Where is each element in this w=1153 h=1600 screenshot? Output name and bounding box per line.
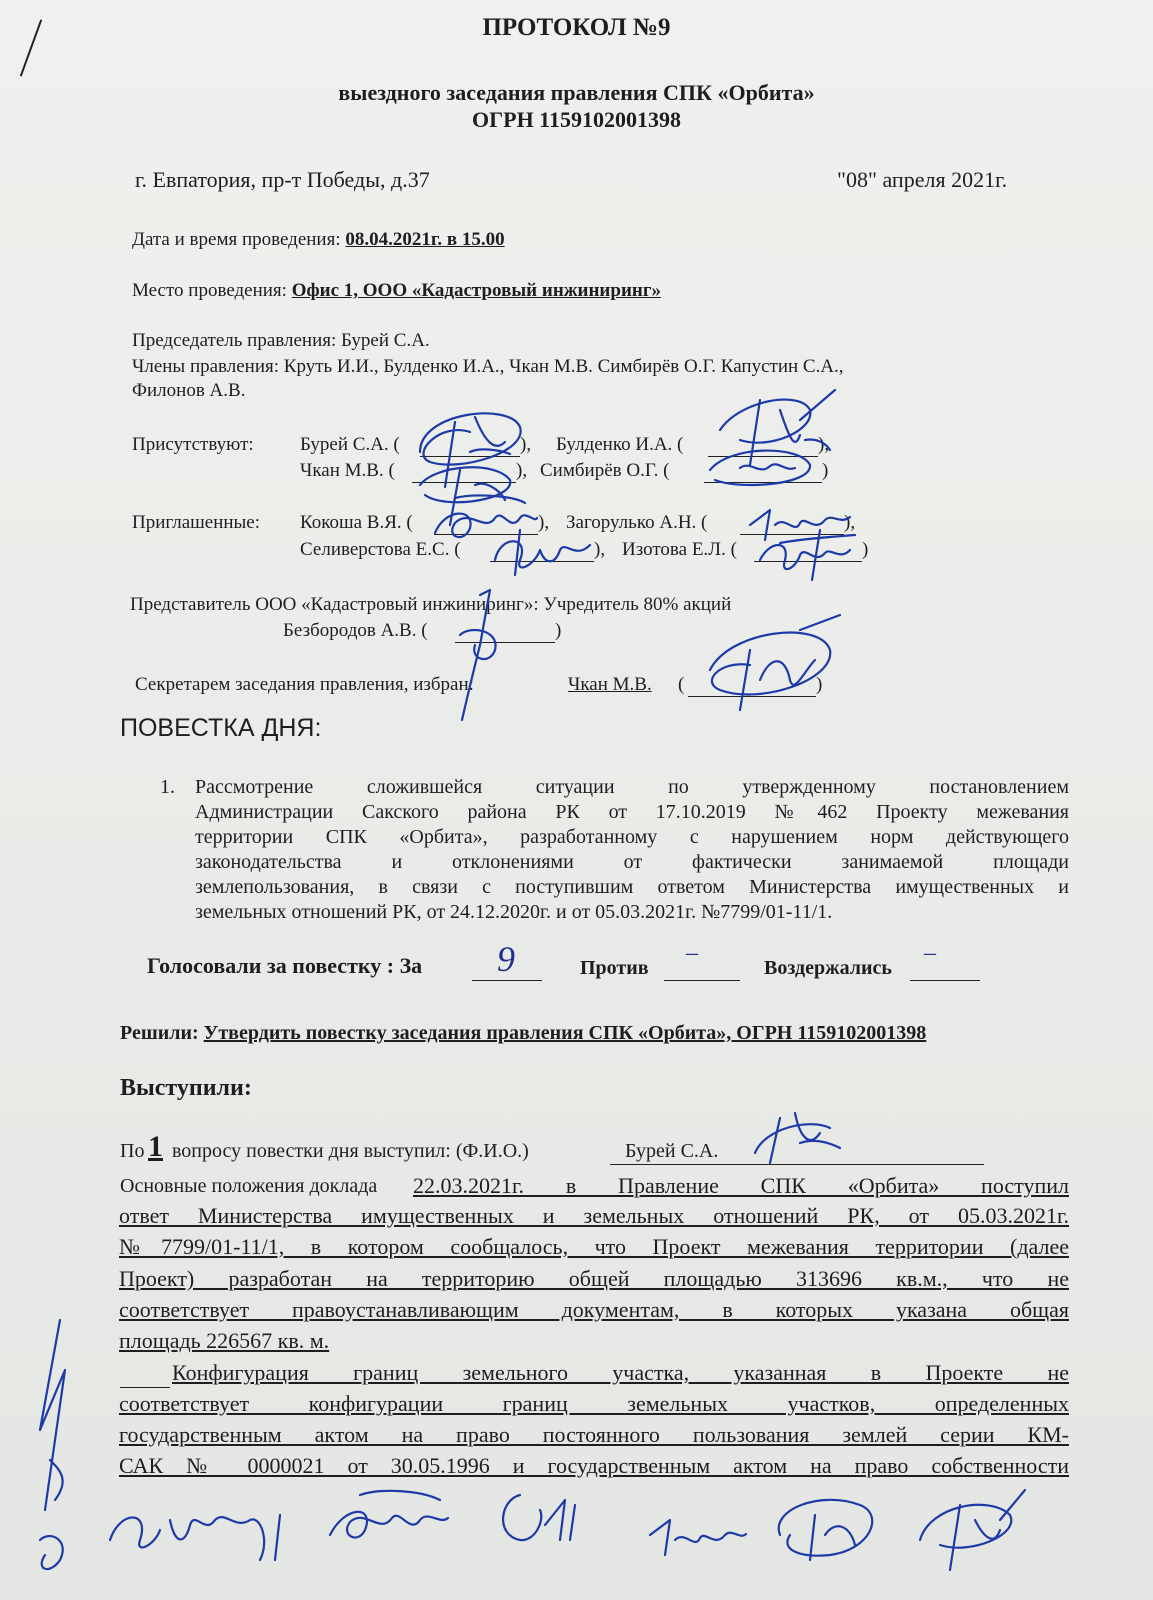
agenda-line: территории СПК «Орбита», разработанному с нарушением норм действующего xyxy=(195,826,1069,848)
report-line: Конфигурация границ земельного участка, указанная в Проекте не xyxy=(172,1360,1069,1385)
secretary-paren-open: ( xyxy=(678,674,685,695)
report-label: Основные положения доклада xyxy=(120,1175,378,1197)
invited-row1-a: Кокоша В.Я. ( xyxy=(300,512,413,533)
vote-against-line xyxy=(664,980,740,981)
signature-izotova xyxy=(750,525,860,585)
report-line: САК № 0000021 от 30.05.1996 и государственным актом на право собственности xyxy=(119,1453,1069,1478)
report-line: государственным актом на право постоянного пользования землей серии КМ- xyxy=(119,1422,1069,1447)
venue-row xyxy=(132,280,661,302)
present-row2-b: Симбирёв О.Г. ( xyxy=(540,460,670,481)
signature-bezborodov xyxy=(440,585,520,725)
secretary-label: Секретарем заседания правления, избран: xyxy=(135,674,474,695)
vote-for-line xyxy=(472,980,542,981)
document-date: "08" апреля 2021г. xyxy=(837,167,1008,192)
report-line: 22.03.2021г. в Правление СПК «Орбита» поступил xyxy=(413,1173,1069,1198)
footer-signature-kokosha xyxy=(320,1480,460,1560)
present-row2-a-end: ), xyxy=(516,460,528,481)
datetime-value: 08.04.2021г. в 15.00 xyxy=(345,229,505,250)
representative-line-1: Представитель ООО «Кадастровый инжиниринг»: Учредитель 80% акций xyxy=(130,594,732,615)
vote-label: Голосовали за повестку : За xyxy=(147,953,423,978)
signature-simbiryov xyxy=(700,440,820,500)
invited-row1-a-end: ), xyxy=(538,512,550,533)
vote-against-label: Против xyxy=(580,957,649,979)
speaker-name: Бурей С.А. xyxy=(625,1140,719,1162)
footer-signature-zagorulko xyxy=(640,1500,750,1570)
footer-signature-izotova xyxy=(100,1490,300,1570)
footer-signature-chkan xyxy=(760,1480,890,1570)
datetime-label: Дата и время проведения: xyxy=(132,229,341,250)
vote-against-value: – xyxy=(686,940,698,966)
agenda-item-number: 1. xyxy=(160,776,175,798)
decision-row xyxy=(120,1022,926,1045)
vote-abstain-value: – xyxy=(924,940,936,966)
signature-seliverstova xyxy=(480,520,610,580)
speaker-intro-b: вопросу повестки дня выступил: (Ф.И.О.) xyxy=(172,1140,529,1162)
vote-abstain-line xyxy=(910,980,980,981)
document-subtitle: выездного заседания правления СПК «Орбита» xyxy=(338,80,815,105)
venue-value: Офис 1, ООО «Кадастровый инжиниринг» xyxy=(291,280,661,301)
report-line: Проект) разработан на территорию общей площадью 313696 кв.м., что не xyxy=(119,1266,1069,1291)
agenda-line: законодательства и отклонениями от фактически занимаемой площади xyxy=(195,851,1069,873)
chairman-line: Председатель правления: Бурей С.А. xyxy=(132,330,430,351)
invited-label: Приглашенные: xyxy=(132,512,261,533)
invited-row2-a-end: ), xyxy=(594,539,606,560)
report-line: соответствует конфигурации границ земельных участков, определенных xyxy=(119,1391,1069,1416)
footer-signature-buldenko xyxy=(900,1480,1030,1580)
footer-signature-seliverstova xyxy=(490,1480,600,1560)
invited-row2-b-end: ) xyxy=(862,539,869,560)
invited-row2-a: Селиверстова Е.С. ( xyxy=(300,539,461,560)
representative-line-2-end: ) xyxy=(555,620,562,641)
signature-speaker xyxy=(740,1098,850,1168)
present-row1-b: Булденко И.А. ( xyxy=(556,434,684,455)
paragraph-indent-line xyxy=(120,1387,170,1388)
agenda-line: земельных отношений РК, от 24.12.2020г. и от 05.03.2021г. №7799/01-11/1. xyxy=(195,901,833,923)
members-line-2: Филонов А.В. xyxy=(132,380,246,401)
decision-text: Утвердить повестку заседания правления СПК «Орбита», ОГРН 1159102001398 xyxy=(203,1022,927,1044)
report-line: №7799/01-11/1, в котором сообщалось, что Проект межевания территории (далее xyxy=(119,1234,1069,1259)
vote-for-value: 9 xyxy=(497,939,515,979)
agenda-line: землепользования, в связи с поступившим ответом Министерства имущественных и xyxy=(195,876,1069,898)
representative-line-2: Безбородов А.В. ( xyxy=(283,620,428,641)
present-row1-a: Бурей С.А. ( xyxy=(300,434,400,455)
present-row2-b-end: ) xyxy=(822,460,829,481)
address: г. Евпатория, пр-т Победы, д.37 xyxy=(135,167,430,192)
question-number: 1 xyxy=(148,1130,163,1163)
venue-label: Место проведения: xyxy=(132,280,287,301)
report-line: ответ Министерства имущественных и земельных отношений РК, от 05.03.2021г. xyxy=(119,1203,1069,1228)
datetime-row xyxy=(132,229,505,251)
report-line: соответствует правоустанавливающим документам, в которых указана общая xyxy=(119,1297,1069,1322)
present-row2-a: Чкан М.В. ( xyxy=(300,460,395,481)
invited-row1-b-end: ), xyxy=(844,512,856,533)
margin-signature xyxy=(20,1310,80,1590)
agenda-heading: ПОВЕСТКА ДНЯ: xyxy=(120,714,322,742)
secretary-paren-close: ) xyxy=(816,674,823,695)
ogrn-line: ОГРН 1159102001398 xyxy=(472,107,681,132)
invited-row1-b: Загорулько А.Н. ( xyxy=(566,512,708,533)
vote-abstain-label: Воздержались xyxy=(764,957,893,979)
present-label: Присутствуют: xyxy=(132,434,254,455)
members-line-1: Члены правления: Круть И.И., Булденко И.А., Чкан М.В. Симбирёв О.Г. Капустин С.А., xyxy=(132,356,844,377)
document-title: ПРОТОКОЛ №9 xyxy=(482,14,671,41)
speaker-intro-a: По xyxy=(120,1140,145,1162)
decision-label: Решили: xyxy=(120,1022,199,1044)
report-line: площадь 226567 кв. м. xyxy=(119,1328,330,1353)
present-row1-a-end: ), xyxy=(520,434,532,455)
secretary-name: Чкан М.В. xyxy=(568,674,652,695)
agenda-line: Рассмотрение сложившейся ситуации по утвержденному постановлением xyxy=(195,776,1069,798)
present-row1-b-end: ), xyxy=(818,434,830,455)
agenda-line: Администрации Сакского района РК от 17.10.2019 №462 Проекту межевания xyxy=(195,801,1069,823)
invited-row2-b: Изотова Е.Л. ( xyxy=(622,539,737,560)
signature-secretary xyxy=(690,610,850,720)
speakers-heading: Выступили: xyxy=(120,1075,252,1101)
